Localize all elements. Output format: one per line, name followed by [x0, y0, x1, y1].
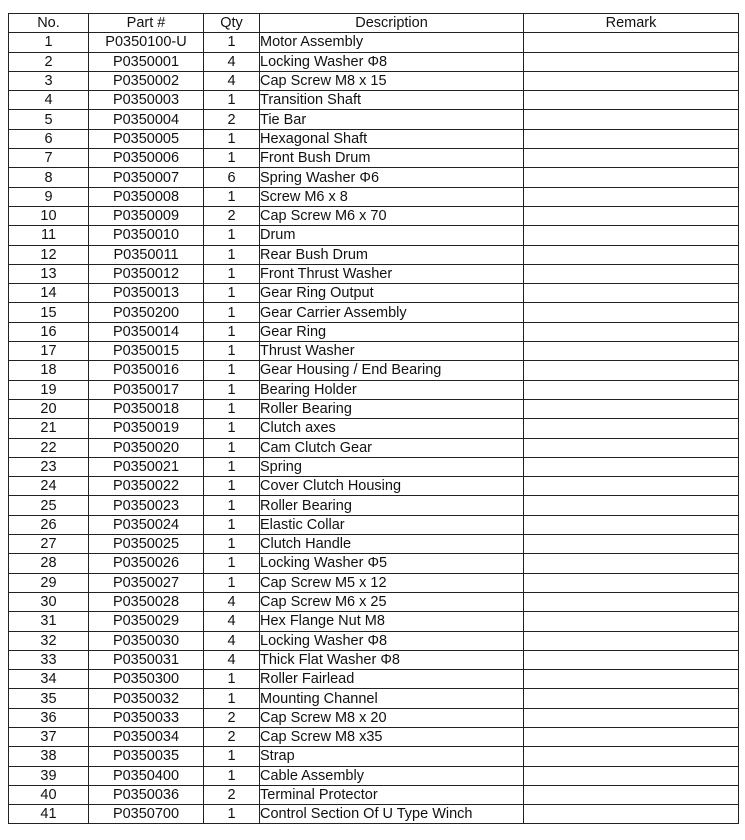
cell-qty: 1: [204, 805, 260, 824]
cell-remark: [524, 535, 739, 554]
cell-no: 36: [9, 708, 89, 727]
cell-part-number: P0350029: [89, 612, 204, 631]
cell-remark: [524, 650, 739, 669]
cell-no: 31: [9, 612, 89, 631]
cell-remark: [524, 747, 739, 766]
table-row: [9, 91, 739, 110]
cell-qty: 1: [204, 573, 260, 592]
cell-qty: 1: [204, 496, 260, 515]
cell-qty: 1: [204, 361, 260, 380]
cell-part-number: P0350009: [89, 206, 204, 225]
cell-description: Control Section Of U Type Winch: [260, 805, 524, 824]
cell-part-number: P0350008: [89, 187, 204, 206]
table-row: [9, 206, 739, 225]
cell-no: 25: [9, 496, 89, 515]
cell-description: Thick Flat Washer Φ8: [260, 650, 524, 669]
cell-description: Cover Clutch Housing: [260, 477, 524, 496]
cell-part-number: P0350100-U: [89, 33, 204, 52]
cell-description: Hexagonal Shaft: [260, 129, 524, 148]
cell-description: Drum: [260, 226, 524, 245]
cell-no: 1: [9, 33, 89, 52]
table-row: [9, 438, 739, 457]
table-row: [9, 399, 739, 418]
cell-qty: 1: [204, 747, 260, 766]
cell-no: 16: [9, 322, 89, 341]
cell-remark: [524, 399, 739, 418]
cell-part-number: P0350030: [89, 631, 204, 650]
cell-part-number: P0350026: [89, 554, 204, 573]
cell-remark: [524, 689, 739, 708]
cell-remark: [524, 91, 739, 110]
cell-remark: [524, 342, 739, 361]
cell-description: Clutch Handle: [260, 535, 524, 554]
cell-qty: 1: [204, 766, 260, 785]
cell-qty: 1: [204, 264, 260, 283]
table-row: [9, 168, 739, 187]
cell-no: 2: [9, 52, 89, 71]
cell-part-number: P0350016: [89, 361, 204, 380]
cell-remark: [524, 457, 739, 476]
cell-part-number: P0350031: [89, 650, 204, 669]
cell-no: 15: [9, 303, 89, 322]
cell-qty: 4: [204, 592, 260, 611]
cell-description: Transition Shaft: [260, 91, 524, 110]
header-row: [9, 14, 739, 33]
cell-no: 3: [9, 71, 89, 90]
cell-remark: [524, 612, 739, 631]
table-row: [9, 149, 739, 168]
cell-no: 29: [9, 573, 89, 592]
cell-part-number: P0350022: [89, 477, 204, 496]
cell-remark: [524, 33, 739, 52]
header-qty: Qty: [204, 14, 260, 33]
table-row: [9, 670, 739, 689]
cell-remark: [524, 477, 739, 496]
cell-part-number: P0350021: [89, 457, 204, 476]
cell-description: Locking Washer Φ8: [260, 52, 524, 71]
cell-remark: [524, 149, 739, 168]
cell-part-number: P0350019: [89, 419, 204, 438]
cell-remark: [524, 554, 739, 573]
cell-remark: [524, 727, 739, 746]
cell-qty: 1: [204, 419, 260, 438]
cell-remark: [524, 631, 739, 650]
cell-part-number: P0350034: [89, 727, 204, 746]
table-row: [9, 380, 739, 399]
cell-part-number: P0350028: [89, 592, 204, 611]
table-row: [9, 245, 739, 264]
cell-part-number: P0350018: [89, 399, 204, 418]
cell-no: 13: [9, 264, 89, 283]
cell-no: 33: [9, 650, 89, 669]
cell-qty: 1: [204, 438, 260, 457]
cell-remark: [524, 264, 739, 283]
header-no: No.: [9, 14, 89, 33]
cell-part-number: P0350027: [89, 573, 204, 592]
cell-qty: 2: [204, 785, 260, 804]
table-row: [9, 515, 739, 534]
cell-part-number: P0350011: [89, 245, 204, 264]
cell-description: Cap Screw M5 x 12: [260, 573, 524, 592]
cell-no: 5: [9, 110, 89, 129]
cell-no: 6: [9, 129, 89, 148]
cell-no: 37: [9, 727, 89, 746]
cell-no: 38: [9, 747, 89, 766]
cell-part-number: P0350035: [89, 747, 204, 766]
cell-description: Cap Screw M8 x 15: [260, 71, 524, 90]
table-row: [9, 187, 739, 206]
cell-no: 40: [9, 785, 89, 804]
cell-remark: [524, 226, 739, 245]
cell-description: Roller Fairlead: [260, 670, 524, 689]
header-remark: Remark: [524, 14, 739, 33]
cell-remark: [524, 438, 739, 457]
cell-qty: 1: [204, 399, 260, 418]
cell-no: 20: [9, 399, 89, 418]
cell-part-number: P0350025: [89, 535, 204, 554]
table-row: [9, 33, 739, 52]
table-row: [9, 554, 739, 573]
cell-part-number: P0350010: [89, 226, 204, 245]
cell-part-number: P0350006: [89, 149, 204, 168]
table-row: [9, 747, 739, 766]
table-row: [9, 71, 739, 90]
header-part-number: Part #: [89, 14, 204, 33]
cell-no: 18: [9, 361, 89, 380]
table-row: [9, 805, 739, 824]
cell-remark: [524, 785, 739, 804]
cell-no: 34: [9, 670, 89, 689]
cell-description: Locking Washer Φ5: [260, 554, 524, 573]
cell-description: Clutch axes: [260, 419, 524, 438]
table-row: [9, 264, 739, 283]
cell-qty: 4: [204, 52, 260, 71]
cell-qty: 2: [204, 727, 260, 746]
cell-description: Thrust Washer: [260, 342, 524, 361]
cell-no: 26: [9, 515, 89, 534]
table-row: [9, 52, 739, 71]
table-row: [9, 457, 739, 476]
cell-qty: 1: [204, 322, 260, 341]
cell-part-number: P0350032: [89, 689, 204, 708]
cell-part-number: P0350023: [89, 496, 204, 515]
table-row: [9, 129, 739, 148]
table-row: [9, 612, 739, 631]
cell-no: 35: [9, 689, 89, 708]
cell-no: 32: [9, 631, 89, 650]
cell-description: Gear Ring: [260, 322, 524, 341]
cell-remark: [524, 670, 739, 689]
cell-qty: 4: [204, 650, 260, 669]
cell-part-number: P0350014: [89, 322, 204, 341]
cell-description: Spring Washer Φ6: [260, 168, 524, 187]
cell-qty: 1: [204, 33, 260, 52]
cell-qty: 1: [204, 245, 260, 264]
parts-table-header: [9, 14, 739, 33]
cell-qty: 1: [204, 303, 260, 322]
cell-qty: 1: [204, 477, 260, 496]
cell-description: Front Bush Drum: [260, 149, 524, 168]
cell-no: 23: [9, 457, 89, 476]
table-row: [9, 361, 739, 380]
cell-no: 19: [9, 380, 89, 399]
cell-remark: [524, 419, 739, 438]
cell-remark: [524, 708, 739, 727]
cell-description: Locking Washer Φ8: [260, 631, 524, 650]
table-row: [9, 496, 739, 515]
cell-part-number: P0350017: [89, 380, 204, 399]
cell-no: 22: [9, 438, 89, 457]
cell-part-number: P0350700: [89, 805, 204, 824]
parts-table: [8, 13, 739, 824]
cell-no: 28: [9, 554, 89, 573]
cell-qty: 1: [204, 226, 260, 245]
cell-description: Rear Bush Drum: [260, 245, 524, 264]
cell-part-number: P0350012: [89, 264, 204, 283]
table-row: [9, 322, 739, 341]
cell-part-number: P0350015: [89, 342, 204, 361]
cell-description: Gear Carrier Assembly: [260, 303, 524, 322]
cell-part-number: P0350007: [89, 168, 204, 187]
cell-no: 27: [9, 535, 89, 554]
cell-qty: 1: [204, 187, 260, 206]
cell-description: Cap Screw M6 x 70: [260, 206, 524, 225]
cell-part-number: P0350300: [89, 670, 204, 689]
cell-no: 12: [9, 245, 89, 264]
cell-remark: [524, 380, 739, 399]
cell-qty: 1: [204, 129, 260, 148]
cell-description: Cable Assembly: [260, 766, 524, 785]
cell-remark: [524, 187, 739, 206]
header-description: Description: [260, 14, 524, 33]
cell-description: Bearing Holder: [260, 380, 524, 399]
cell-part-number: P0350002: [89, 71, 204, 90]
cell-no: 10: [9, 206, 89, 225]
cell-description: Cap Screw M8 x 20: [260, 708, 524, 727]
table-row: [9, 535, 739, 554]
cell-part-number: P0350003: [89, 91, 204, 110]
cell-qty: 1: [204, 554, 260, 573]
cell-no: 8: [9, 168, 89, 187]
cell-description: Hex Flange Nut M8: [260, 612, 524, 631]
cell-remark: [524, 284, 739, 303]
cell-part-number: P0350024: [89, 515, 204, 534]
cell-qty: 1: [204, 91, 260, 110]
cell-description: Cap Screw M6 x 25: [260, 592, 524, 611]
table-row: [9, 110, 739, 129]
cell-part-number: P0350013: [89, 284, 204, 303]
cell-no: 24: [9, 477, 89, 496]
cell-remark: [524, 168, 739, 187]
table-row: [9, 727, 739, 746]
cell-qty: 2: [204, 708, 260, 727]
cell-part-number: P0350036: [89, 785, 204, 804]
cell-remark: [524, 129, 739, 148]
cell-qty: 4: [204, 631, 260, 650]
cell-qty: 6: [204, 168, 260, 187]
cell-description: Mounting Channel: [260, 689, 524, 708]
cell-description: Gear Housing / End Bearing: [260, 361, 524, 380]
cell-no: 21: [9, 419, 89, 438]
cell-remark: [524, 303, 739, 322]
parts-table-body: [9, 33, 739, 824]
cell-part-number: P0350020: [89, 438, 204, 457]
cell-qty: 1: [204, 670, 260, 689]
table-row: [9, 708, 739, 727]
cell-description: Spring: [260, 457, 524, 476]
cell-description: Tie Bar: [260, 110, 524, 129]
cell-remark: [524, 515, 739, 534]
cell-qty: 1: [204, 284, 260, 303]
cell-qty: 1: [204, 689, 260, 708]
cell-description: Gear Ring Output: [260, 284, 524, 303]
cell-remark: [524, 496, 739, 515]
table-row: [9, 226, 739, 245]
table-row: [9, 573, 739, 592]
cell-qty: 1: [204, 515, 260, 534]
cell-description: Cap Screw M8 x35: [260, 727, 524, 746]
cell-qty: 1: [204, 342, 260, 361]
cell-part-number: P0350033: [89, 708, 204, 727]
cell-part-number: P0350200: [89, 303, 204, 322]
table-row: [9, 592, 739, 611]
cell-qty: 1: [204, 457, 260, 476]
cell-no: 4: [9, 91, 89, 110]
cell-remark: [524, 361, 739, 380]
cell-qty: 4: [204, 612, 260, 631]
cell-qty: 2: [204, 110, 260, 129]
cell-description: Roller Bearing: [260, 496, 524, 515]
cell-remark: [524, 573, 739, 592]
cell-remark: [524, 245, 739, 264]
cell-qty: 1: [204, 535, 260, 554]
table-row: [9, 689, 739, 708]
cell-no: 11: [9, 226, 89, 245]
cell-qty: 4: [204, 71, 260, 90]
cell-remark: [524, 592, 739, 611]
cell-remark: [524, 805, 739, 824]
cell-description: Strap: [260, 747, 524, 766]
table-row: [9, 631, 739, 650]
cell-description: Elastic Collar: [260, 515, 524, 534]
cell-no: 7: [9, 149, 89, 168]
cell-remark: [524, 322, 739, 341]
cell-remark: [524, 766, 739, 785]
cell-no: 30: [9, 592, 89, 611]
cell-description: Front Thrust Washer: [260, 264, 524, 283]
cell-part-number: P0350001: [89, 52, 204, 71]
cell-remark: [524, 110, 739, 129]
cell-no: 41: [9, 805, 89, 824]
cell-no: 14: [9, 284, 89, 303]
cell-description: Screw M6 x 8: [260, 187, 524, 206]
cell-no: 9: [9, 187, 89, 206]
cell-qty: 2: [204, 206, 260, 225]
cell-description: Terminal Protector: [260, 785, 524, 804]
cell-remark: [524, 206, 739, 225]
table-row: [9, 303, 739, 322]
cell-qty: 1: [204, 380, 260, 399]
cell-description: Roller Bearing: [260, 399, 524, 418]
cell-no: 17: [9, 342, 89, 361]
cell-description: Motor Assembly: [260, 33, 524, 52]
table-row: [9, 342, 739, 361]
cell-qty: 1: [204, 149, 260, 168]
table-row: [9, 284, 739, 303]
table-row: [9, 766, 739, 785]
cell-description: Cam Clutch Gear: [260, 438, 524, 457]
cell-part-number: P0350004: [89, 110, 204, 129]
cell-remark: [524, 71, 739, 90]
table-row: [9, 650, 739, 669]
cell-part-number: P0350400: [89, 766, 204, 785]
table-row: [9, 419, 739, 438]
table-row: [9, 785, 739, 804]
cell-no: 39: [9, 766, 89, 785]
cell-part-number: P0350005: [89, 129, 204, 148]
table-row: [9, 477, 739, 496]
cell-remark: [524, 52, 739, 71]
